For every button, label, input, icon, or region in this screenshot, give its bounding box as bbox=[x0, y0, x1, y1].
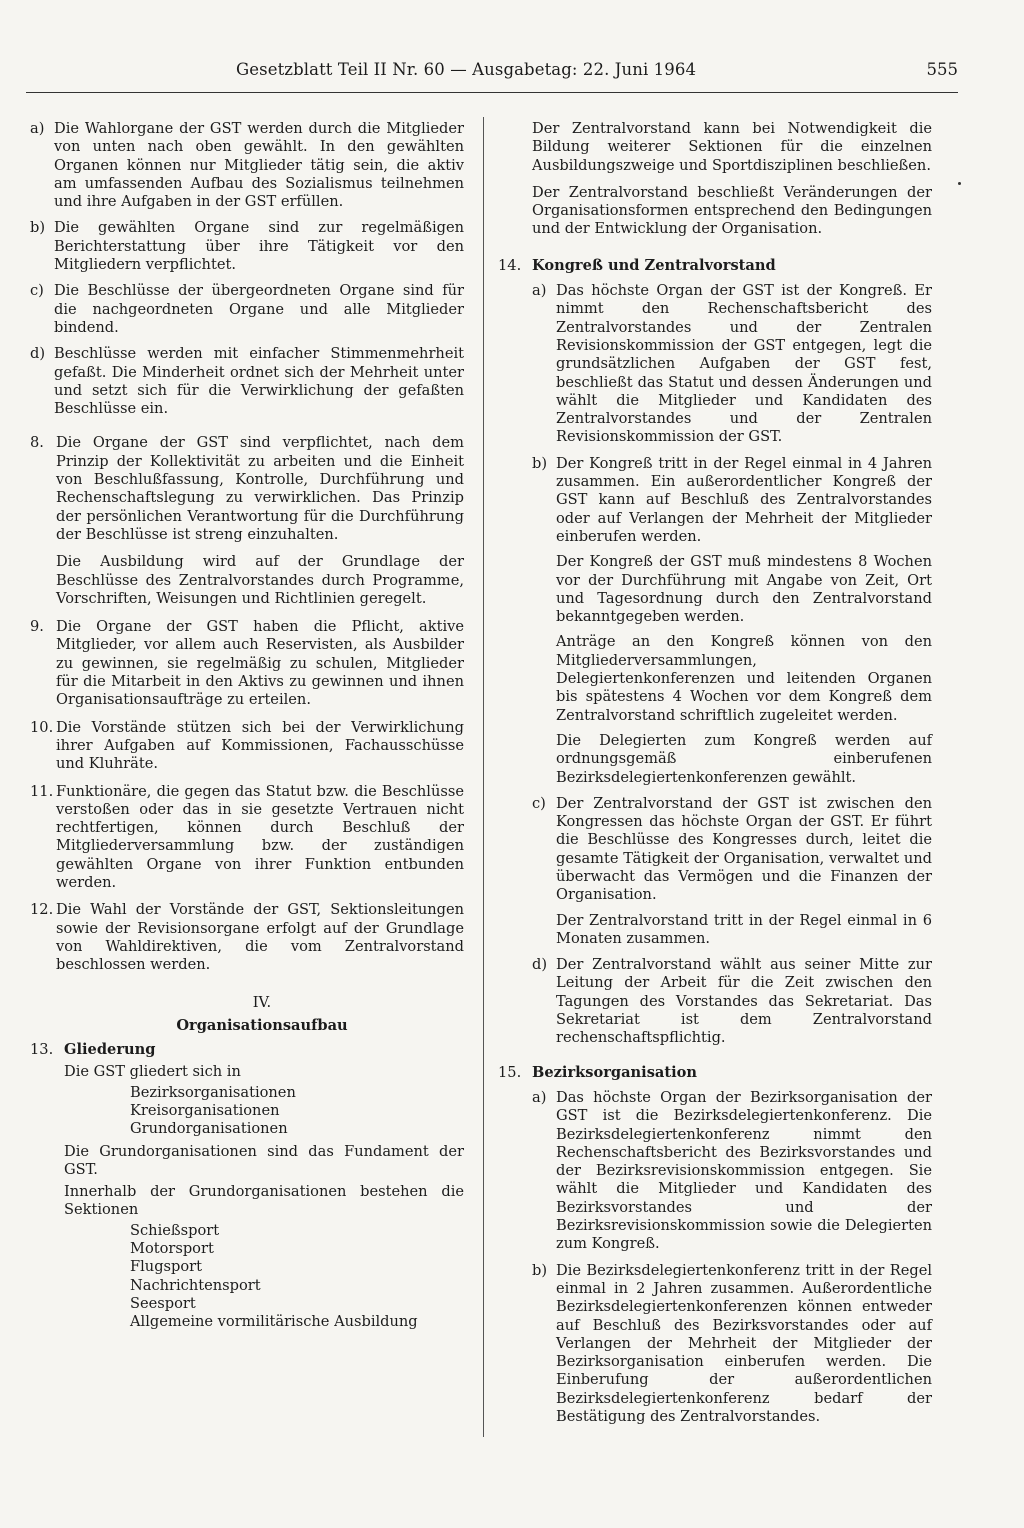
list-marker: d) bbox=[532, 956, 548, 974]
list-marker: c) bbox=[30, 282, 44, 300]
clause-9 bbox=[30, 618, 464, 709]
list-item-c bbox=[30, 282, 464, 337]
clause-8 bbox=[30, 434, 464, 608]
clause-number: 8. bbox=[30, 434, 44, 452]
page-header bbox=[26, 58, 958, 93]
list-marker: b) bbox=[30, 219, 46, 237]
section-list-item: Motorsport bbox=[130, 1240, 214, 1258]
section-list-item: Schießsport bbox=[130, 1221, 220, 1239]
list-marker: a) bbox=[532, 282, 547, 300]
list-marker: b) bbox=[532, 454, 548, 472]
column-divider bbox=[483, 117, 484, 1437]
clause-11 bbox=[30, 783, 464, 893]
list-marker: a) bbox=[30, 120, 45, 137]
paragraph: Anträge an den Kongreß können von den Mitgliederversammlungen, Delegiertenkonferenzen und leitenden Organen bis spätestens 4 Wochen vor dem Kongreß dem Zentralvorstand schriftlich zugeleitet werden. bbox=[556, 633, 932, 724]
clause-number: 12. bbox=[30, 901, 54, 919]
part-number: IV. bbox=[252, 994, 272, 1012]
list-marker: d) bbox=[30, 345, 46, 363]
list-item-a bbox=[532, 282, 932, 447]
section-list-item: Flugsport bbox=[130, 1258, 202, 1276]
paragraph: Der Zentralvorstand der GST ist zwischen den Kongressen das höchste Organ der GST. Er führt die Beschlüsse des Kongresses durch, leitet die gesamte Tätigkeit der Organisation, verwaltet und überwacht das Vermögen und die Finanzen der Organisation. bbox=[556, 794, 932, 904]
section-number: 15. bbox=[498, 1063, 522, 1081]
left-column bbox=[30, 120, 464, 1334]
paragraph: Der Zentralvorstand beschließt Veränderungen der Organisationsformen entsprechend den Bedingungen und der Entwicklung der Organisation. bbox=[532, 183, 932, 238]
section-title: Gliederung bbox=[64, 1041, 156, 1059]
paragraph: Die Wahlorgane der GST werden durch die Mitglieder von unten nach oben gewählt. In den gewählten Organen können nur Mitglieder tätig sein, die aktiv am umfassenden Aufbau des Sozialismus teilnehmen und ihre Aufgaben in der GST erfüllen. bbox=[54, 120, 464, 211]
list-item-c bbox=[532, 795, 932, 948]
organisation-list-item: Kreisorganisationen bbox=[130, 1101, 280, 1119]
section-list-item: Seesport bbox=[130, 1294, 196, 1312]
section-13-heading bbox=[30, 1041, 464, 1059]
list-item-b bbox=[30, 219, 464, 274]
paragraph: Die gewählten Organe sind zur regelmäßigen Berichterstattung über ihre Tätigkeit vor den Mitgliedern verpflichtet. bbox=[54, 219, 464, 274]
list-marker: a) bbox=[532, 1088, 547, 1106]
paragraph: Die Wahl der Vorstände der GST, Sektionsleitungen sowie der Revisionsorgane erfolgt auf der Grundlage von Wahldirektiven, die vom Zentralvorstand beschlossen werden. bbox=[56, 901, 464, 974]
header-title: Gesetzblatt Teil II Nr. 60 — Ausgabetag: 22. Juni 1964 bbox=[236, 60, 697, 79]
part-title: Organisationsaufbau bbox=[176, 1016, 348, 1034]
section-title: Bezirksorganisation bbox=[532, 1063, 698, 1081]
list-item-a bbox=[532, 1089, 932, 1254]
paragraph: Die Delegierten zum Kongreß werden auf ordnungsgemäß einberufenen Bezirksdelegiertenkonferenzen gewählt. bbox=[556, 731, 932, 786]
sections-list bbox=[130, 1222, 464, 1332]
list-item-b bbox=[532, 455, 932, 787]
section-number: 14. bbox=[498, 256, 522, 274]
paragraph: Der Kongreß der GST muß mindestens 8 Wochen vor der Durchführung mit Angabe von Zeit, Ort und Tagesordnung durch den Zentralvorstand bekanntgegeben werden. bbox=[556, 553, 932, 626]
paragraph: Beschlüsse werden mit einfacher Stimmenmehrheit gefaßt. Die Minderheit ordnet sich der Mehrheit unter und setzt sich für die Verwirklichung der gefaßten Beschlüsse ein. bbox=[54, 345, 464, 418]
list-item-b bbox=[532, 1262, 932, 1427]
paragraph: Die Grundorganisationen sind das Fundament der GST. bbox=[64, 1142, 464, 1178]
clause-number: 9. bbox=[30, 618, 44, 636]
list-item-a bbox=[30, 120, 464, 211]
paragraph: Die Vorstände stützen sich bei der Verwirklichung ihrer Aufgaben auf Kommissionen, Fachausschüsse und Kluhräte. bbox=[56, 718, 464, 773]
clause-number: 11. bbox=[30, 782, 54, 800]
paragraph: Die GST gliedert sich in bbox=[64, 1063, 241, 1081]
section-number: 13. bbox=[30, 1041, 54, 1059]
page-number: 555 bbox=[926, 60, 958, 79]
list-marker: c) bbox=[532, 794, 546, 812]
paragraph: Funktionäre, die gegen das Statut bzw. die Beschlüsse verstoßen oder das in sie gesetzte Vertrauen nicht rechtfertigen, können durch Beschluß der Mitgliederversammlung bzw. der zuständigen gewählten Organe von ihrer Funktion entbunden werden. bbox=[56, 782, 464, 891]
right-column bbox=[498, 120, 932, 1434]
paragraph: Die Beschlüsse der übergeordneten Organe sind für die nachgeordneten Organe und alle Mitglieder bindend. bbox=[54, 282, 464, 336]
section-list-item: Allgemeine vormilitärische Ausbildung bbox=[130, 1313, 418, 1331]
paragraph: Die Organe der GST sind verpflichtet, nach dem Prinzip der Kollektivität zu arbeiten und die Einheit von Beschlußfassung, Kontrolle, Durchführung und Rechenschaftslegung zu verwirklichen. Das Prinzip der persönlichen Verantwortung für die Durchführung der Beschlüsse ist streng einzuhalten. bbox=[56, 434, 464, 543]
paragraph: Der Kongreß tritt in der Regel einmal in 4 Jahren zusammen. Ein außerordentlicher Kongreß der GST kann auf Beschluß des Zentralvorstandes oder auf Verlangen der Mehrheit der Mitglieder einberufen werden. bbox=[556, 454, 932, 545]
organisation-list bbox=[130, 1084, 464, 1139]
section-13-body bbox=[64, 1063, 464, 1331]
list-marker: b) bbox=[532, 1261, 548, 1279]
paragraph: Das höchste Organ der Bezirksorganisation der GST ist die Bezirksdelegiertenkonferenz. Die Bezirksdelegiertenkonferenz nimmt den Rechenschaftsbericht des Bezirksvorstandes und der Bezirksrevisionskommission entgegen. Sie wählt die Mitglieder und Kandidaten des Bezirksvorstandes und der Bezirksrevisionskommission sowie die Delegierten zum Kongreß. bbox=[556, 1088, 932, 1253]
section-15-heading bbox=[498, 1064, 932, 1082]
organisation-list-item: Grundorganisationen bbox=[130, 1120, 288, 1138]
clause-number: 10. bbox=[30, 718, 54, 736]
paragraph: Der Zentralvorstand tritt in der Regel einmal in 6 Monaten zusammen. bbox=[556, 911, 932, 947]
paragraph: Der Zentralvorstand wählt aus seiner Mitte zur Leitung der Arbeit für die Zeit zwischen den Tagungen des Vorstandes das Sekretariat. Das Sekretariat ist dem Zentralvorstand rechenschaftspflichtig. bbox=[556, 956, 932, 1047]
section-title: Kongreß und Zentralvorstand bbox=[532, 256, 776, 274]
print-speck bbox=[958, 182, 961, 185]
section-14-heading bbox=[498, 257, 932, 275]
paragraph: Das höchste Organ der GST ist der Kongreß. Er nimmt den Rechenschaftsbericht des Zentralvorstandes und der Zentralen Revisionskommission der GST entgegen, legt die grundsätzlichen Aufgaben der GST fest, beschließt das Statut und dessen Änderungen und wählt die Mitglieder und Kandidaten des Zentralvorstandes und der Zentralen Revisionskommission der GST. bbox=[556, 282, 932, 446]
paragraph: Die Organe der GST haben die Pflicht, aktive Mitglieder, vor allem auch Reservisten, als Ausbilder zu gewinnen, sie regelmäßig zu schulen, Mitglieder für die Mitarbeit in den Aktivs zu gewinnen und ihnen Organisationsaufträge zu erteilen. bbox=[56, 618, 464, 709]
list-item-d bbox=[30, 345, 464, 418]
paragraph: Der Zentralvorstand kann bei Notwendigkeit die Bildung weiterer Sektionen für die einzelnen Ausbildungszweige und Sportdisziplinen beschließen. bbox=[532, 120, 932, 174]
paragraph: Die Bezirksdelegiertenkonferenz tritt in der Regel einmal in 2 Jahren zusammen. Außerordentliche Bezirksdelegiertenkonferenzen können entweder auf Beschluß des Bezirksvorstandes oder auf Verlangen der Mehrheit der Mitglieder der Bezirksorganisation einberufen werden. Die Einberufung der außerordentlichen Bezirksdelegiertenkonferenz bedarf der Bestätigung des Zentralvorstandes. bbox=[556, 1261, 932, 1425]
paragraph: Die Ausbildung wird auf der Grundlage der Beschlüsse des Zentralvorstandes durch Programme, Vorschriften, Weisungen und Richtlinien geregelt. bbox=[56, 553, 464, 607]
organisation-list-item: Bezirksorganisationen bbox=[130, 1083, 296, 1101]
list-item-d bbox=[532, 956, 932, 1047]
paragraph: Innerhalb der Grundorganisationen bestehen die Sektionen bbox=[64, 1183, 464, 1219]
clause-10 bbox=[30, 719, 464, 774]
clause-12 bbox=[30, 901, 464, 974]
section-list-item: Nachrichtensport bbox=[130, 1276, 261, 1294]
